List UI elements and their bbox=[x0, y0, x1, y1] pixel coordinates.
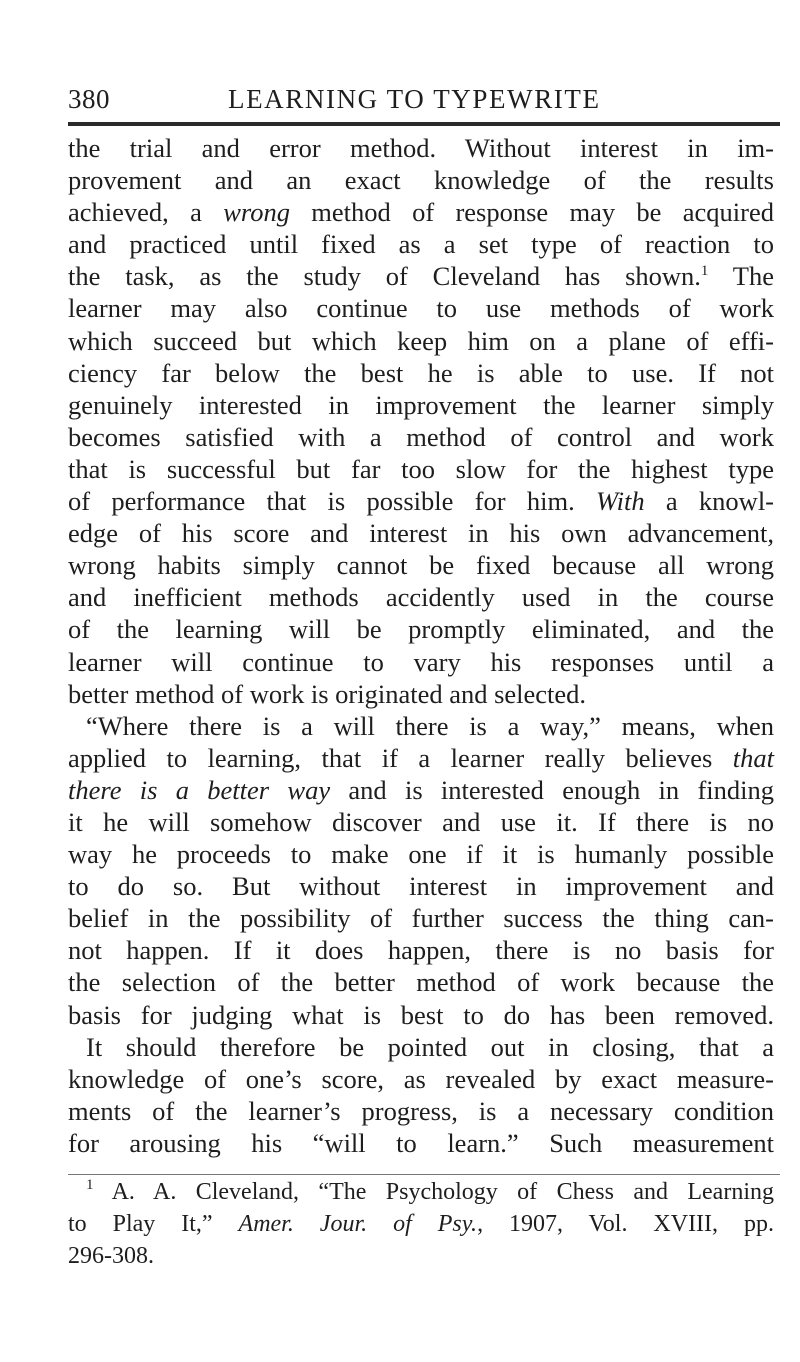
text-segment: becomes satisfied with a method of control and work bbox=[68, 421, 774, 452]
text-line bbox=[68, 357, 774, 389]
footnote-line bbox=[68, 1178, 774, 1210]
footnotes bbox=[68, 1178, 774, 1274]
text-line bbox=[68, 325, 774, 357]
text-segment: which succeed but which keep him on a plane of effi- bbox=[68, 325, 774, 356]
text-line bbox=[68, 196, 774, 228]
text-segment: ciency far below the best he is able to use. If not bbox=[68, 357, 774, 388]
text-line bbox=[68, 228, 774, 260]
text-segment: for arousing his “will to learn.” Such measurement bbox=[68, 1127, 774, 1158]
text-line bbox=[68, 646, 774, 678]
text-line bbox=[68, 806, 774, 838]
italic-text: that bbox=[732, 742, 774, 773]
text-line bbox=[68, 742, 774, 774]
text-segment: ments of the learner’s progress, is a necessary condition bbox=[68, 1095, 774, 1126]
text-segment: “Where there is a will there is a way,” means, when bbox=[86, 710, 774, 741]
text-segment: A. A. Cleveland, “The Psychology of Chess and Learning bbox=[93, 1179, 774, 1205]
text-segment: a knowl- bbox=[644, 486, 775, 517]
text-segment: the selection of the better method of work because the bbox=[68, 967, 774, 998]
italic-text: there is a better way bbox=[68, 774, 331, 805]
text-line bbox=[68, 710, 774, 742]
running-title: LEARNING TO TYPEWRITE bbox=[228, 84, 601, 114]
text-line bbox=[68, 999, 774, 1031]
text-line bbox=[68, 774, 774, 806]
italic-text: Amer. Jour. of Psy. bbox=[238, 1211, 478, 1238]
text-line bbox=[68, 678, 774, 710]
text-segment: basis for judging what is best to do has been removed. bbox=[68, 999, 774, 1030]
text-line bbox=[68, 613, 774, 645]
text-line bbox=[68, 966, 774, 998]
text-segment: achieved, a bbox=[68, 197, 224, 228]
running-header bbox=[68, 84, 780, 126]
text-segment: that is successful but far too slow for the highest type bbox=[68, 453, 774, 484]
text-segment: better method of work is originated and selected. bbox=[68, 678, 587, 709]
text-segment: of performance that is possible for him. bbox=[68, 486, 596, 517]
text-line bbox=[68, 1031, 774, 1063]
text-segment: It should therefore be pointed out in closing, that a bbox=[86, 1031, 774, 1062]
footnote-marker: 1 bbox=[700, 263, 709, 280]
text-segment: and practiced until fixed as a set type of reaction to bbox=[68, 229, 774, 260]
text-line bbox=[68, 485, 774, 517]
text-line bbox=[68, 453, 774, 485]
text-segment: to Play It,” bbox=[68, 1211, 239, 1238]
text-segment: knowledge of one’s score, as revealed by exact measure- bbox=[68, 1063, 774, 1094]
text-segment: and is interested enough in finding bbox=[330, 774, 775, 805]
text-segment: genuinely interested in improvement the learner simply bbox=[68, 389, 774, 420]
text-line bbox=[68, 838, 774, 870]
footnote-line bbox=[68, 1242, 774, 1274]
text-line bbox=[68, 389, 774, 421]
text-segment: way he proceeds to make one if it is humanly possible bbox=[68, 839, 774, 870]
footnote-line bbox=[68, 1210, 774, 1242]
text-segment: provement and an exact knowledge of the results bbox=[68, 165, 774, 196]
text-segment: , 1907, Vol. XVIII, pp. bbox=[477, 1211, 775, 1238]
page-number: 380 bbox=[68, 84, 110, 114]
text-segment: of the learning will be promptly eliminated, and the bbox=[68, 614, 774, 645]
text-line bbox=[68, 260, 774, 292]
text-line bbox=[68, 934, 774, 966]
text-segment: and inefficient methods accidently used in the course bbox=[68, 582, 774, 613]
text-line bbox=[68, 581, 774, 613]
text-segment: learner may also continue to use methods of work bbox=[68, 293, 774, 324]
footnote-rule bbox=[68, 1174, 780, 1175]
text-segment: it he will somehow discover and use it. If there is no bbox=[68, 806, 774, 837]
text-segment: edge of his score and interest in his own advancement, bbox=[68, 518, 774, 549]
text-line bbox=[68, 132, 774, 164]
text-line bbox=[68, 1127, 774, 1159]
body-text bbox=[68, 132, 774, 1159]
book-page bbox=[68, 0, 780, 1362]
text-segment: method of response may be acquired bbox=[289, 197, 774, 228]
italic-text: With bbox=[596, 486, 645, 517]
text-segment: belief in the possibility of further success the thing can- bbox=[68, 903, 774, 934]
text-line bbox=[68, 292, 774, 324]
text-line bbox=[68, 870, 774, 902]
text-segment: The bbox=[708, 261, 774, 292]
text-segment: learner will continue to vary his responses until a bbox=[68, 646, 774, 677]
text-line bbox=[68, 1063, 774, 1095]
text-line bbox=[68, 549, 774, 581]
text-segment: 296-308. bbox=[68, 1243, 154, 1270]
text-line bbox=[68, 164, 774, 196]
text-segment: the trial and error method. Without interest in im- bbox=[68, 133, 774, 163]
text-line bbox=[68, 1095, 774, 1127]
text-line bbox=[68, 517, 774, 549]
text-segment: not happen. If it does happen, there is no basis for bbox=[68, 935, 774, 966]
text-line bbox=[68, 902, 774, 934]
text-segment: applied to learning, that if a learner really believes bbox=[68, 742, 733, 773]
text-segment: wrong habits simply cannot be fixed because all wrong bbox=[68, 550, 774, 581]
text-segment: to do so. But without interest in improvement and bbox=[68, 871, 774, 902]
footnote-marker: 1 bbox=[86, 1177, 94, 1193]
text-line bbox=[68, 421, 774, 453]
italic-text: wrong bbox=[223, 197, 290, 228]
text-segment: the task, as the study of Cleveland has shown. bbox=[68, 261, 701, 292]
